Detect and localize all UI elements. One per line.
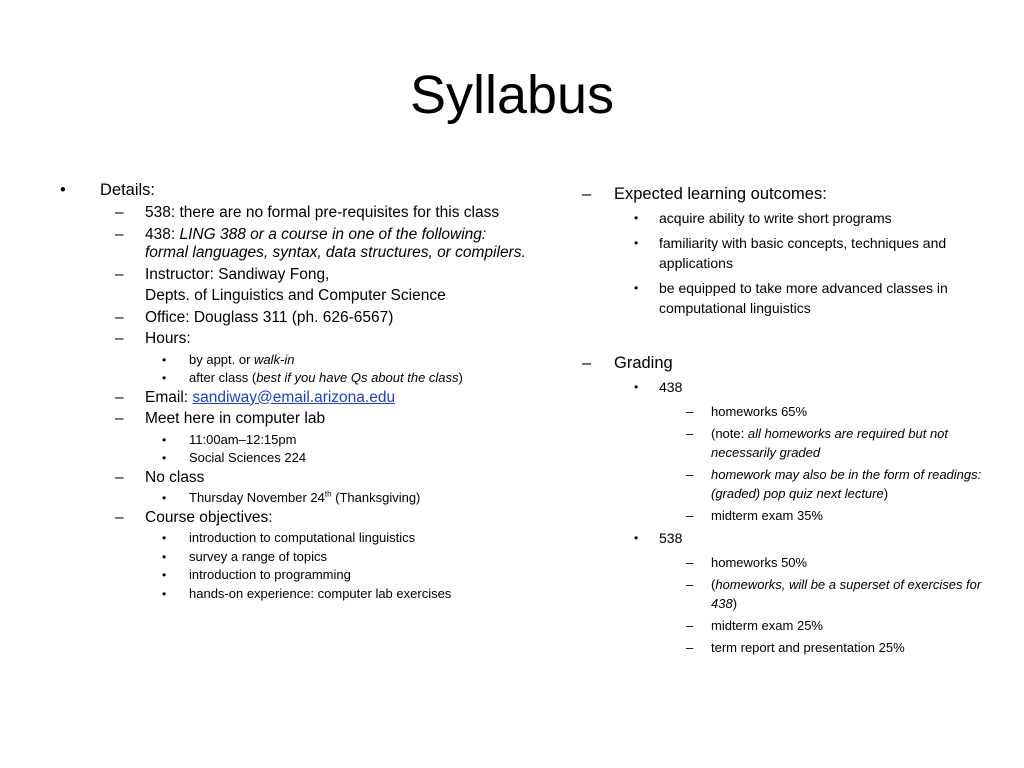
meet-room-text: Social Sciences 224 (189, 450, 307, 465)
grading-538-note-suffix: ) (732, 596, 738, 611)
grading-438-note: all homeworks are required but not necessarily graded (711, 426, 949, 460)
objective-text: introduction to programming (189, 567, 351, 582)
bullet-marker: • (162, 352, 167, 367)
bullet-marker: • (634, 236, 639, 250)
course438-prefix: 438: (145, 225, 180, 243)
bullet-marker: • (634, 380, 639, 394)
depts-text: Depts. of Linguistics and Computer Science (145, 287, 446, 304)
list-item-538-hw (582, 553, 1002, 572)
list-item-538-midterm (582, 616, 1002, 635)
slide-title: Syllabus (409, 65, 615, 125)
grading-538-note-prefix: ( (711, 577, 716, 592)
email-link[interactable]: sandiway@email.arizona.edu (192, 388, 396, 406)
list-item-objective (60, 530, 530, 547)
dash-marker: – (115, 330, 124, 347)
list-item-outcome (582, 278, 1002, 318)
course438-requirements: LING 388 or a course in one of the following: formal languages, syntax, data structures, or compilers. (145, 225, 526, 261)
dash-marker: – (686, 555, 694, 570)
no-class-date-suffix: (Thanksgiving) (331, 490, 421, 505)
list-item-438-form (582, 465, 1002, 503)
grading-438-homeworks: homeworks 65% (711, 404, 808, 419)
spacer (582, 323, 1002, 353)
list-item-depts (60, 287, 530, 306)
grading-438-label: 438 (659, 379, 683, 395)
list-item-meet-room (60, 450, 530, 467)
list-item-hours-after (60, 370, 530, 387)
bullet-marker: • (162, 586, 167, 601)
details-label: Details: (100, 181, 156, 199)
objectives-label: Course objectives: (145, 508, 273, 526)
list-item-538-term (582, 638, 1002, 657)
outcome-text: familiarity with basic concepts, techniques and applications (659, 235, 947, 271)
dash-marker: – (115, 225, 124, 243)
list-item-438-hw (582, 402, 1002, 421)
dash-marker: – (686, 618, 694, 633)
list-item-outcome (582, 208, 1002, 228)
instructor-text: Instructor: Sandiway Fong, (145, 265, 330, 283)
dash-marker: – (686, 404, 694, 419)
bullet-marker: • (162, 549, 167, 564)
bullet-marker: • (162, 568, 167, 582)
dash-marker: – (686, 426, 694, 441)
dash-marker: – (686, 508, 694, 523)
list-item-outcomes (582, 184, 1002, 205)
dash-marker: – (686, 640, 694, 655)
dash-marker: – (582, 354, 592, 372)
hours-appt-prefix: by appt. or (189, 351, 255, 367)
list-item-grading-438 (582, 377, 1002, 397)
list-item-grading (582, 353, 1002, 374)
outcomes-label: Expected learning outcomes: (614, 185, 827, 203)
list-item-course438 (60, 226, 530, 263)
objective-text: introduction to computational linguistics (189, 530, 416, 545)
dash-marker: – (115, 468, 124, 486)
dash-marker: – (582, 185, 592, 203)
hours-after-note: best if you have Qs about the class (256, 370, 459, 385)
list-item-grading-538 (582, 528, 1002, 548)
list-item-no-class-date (60, 490, 530, 507)
grading-538-note: homeworks, will be a superset of exercises for 438 (711, 577, 982, 611)
hours-label: Hours: (145, 330, 191, 347)
right-column (582, 184, 1002, 660)
grading-538-label: 538 (659, 530, 683, 546)
grading-438-form-suffix: ) (883, 486, 889, 501)
outcome-text: acquire ability to write short programs (659, 210, 892, 226)
prereq-text: 538: there are no formal pre-requisites for this class (145, 204, 500, 221)
dash-marker: – (115, 265, 124, 283)
hours-after-suffix: ) (458, 370, 463, 385)
grading-438-form: homework may also be in the form of readings: (graded) pop quiz next lecture (711, 467, 982, 501)
grading-538-midterm: midterm exam 25% (711, 618, 823, 633)
hours-appt-walkin: walk-in (254, 351, 295, 367)
email-label: Email: (145, 388, 193, 406)
grading-438-midterm: midterm exam 35% (711, 508, 823, 523)
grading-538-homeworks: homeworks 50% (711, 555, 808, 570)
bullet-marker: • (162, 491, 167, 505)
list-item-hours-appt (60, 352, 530, 369)
no-class-text: No class (145, 468, 205, 486)
dash-marker: – (115, 388, 124, 406)
list-item-438-note (582, 424, 1002, 462)
bullet-marker: • (162, 531, 167, 545)
bullet-marker: • (162, 371, 167, 385)
no-class-date-sup: th (324, 489, 332, 499)
grading-label: Grading (614, 354, 673, 372)
list-item-objectives (60, 509, 530, 528)
meet-text: Meet here in computer lab (145, 410, 326, 427)
list-item-prereq (60, 204, 530, 223)
bullet-marker: • (634, 281, 639, 295)
grading-438-note-prefix: (note: (711, 426, 748, 441)
meet-time-text: 11:00am–12:15pm (189, 431, 297, 447)
grading-538-term: term report and presentation 25% (711, 640, 905, 655)
bullet-marker: • (634, 531, 639, 545)
list-item-hours (60, 330, 530, 349)
bullet-marker: • (60, 181, 66, 199)
list-item-438-midterm (582, 506, 1002, 525)
list-item-objective (60, 567, 530, 584)
list-item-email (60, 389, 530, 408)
left-column (60, 180, 530, 604)
list-item-no-class (60, 469, 530, 488)
dash-marker: – (686, 467, 694, 482)
list-item-meet (60, 410, 530, 429)
list-item-objective (60, 549, 530, 566)
dash-marker: – (115, 308, 124, 326)
dash-marker: – (115, 204, 124, 221)
outcome-text: be equipped to take more advanced classes in computational linguistics (659, 280, 948, 316)
list-item-details (60, 180, 530, 201)
objective-text: hands-on experience: computer lab exercises (189, 585, 452, 601)
list-item-instructor (60, 266, 530, 285)
hours-after-prefix: after class ( (189, 370, 257, 385)
office-text: Office: Douglass 311 (ph. 626-6567) (145, 308, 394, 326)
list-item-office (60, 309, 530, 328)
bullet-marker: • (634, 211, 639, 225)
list-item-outcome (582, 233, 1002, 273)
objective-text: survey a range of topics (189, 548, 328, 564)
dash-marker: – (115, 508, 124, 526)
list-item-538-note (582, 575, 1002, 613)
bullet-marker: • (162, 432, 167, 447)
bullet-marker: • (162, 451, 167, 465)
list-item-objective (60, 586, 530, 603)
no-class-date-prefix: Thursday November 24 (189, 490, 325, 505)
dash-marker: – (115, 410, 124, 427)
list-item-meet-time (60, 432, 530, 449)
dash-marker: – (686, 577, 694, 592)
